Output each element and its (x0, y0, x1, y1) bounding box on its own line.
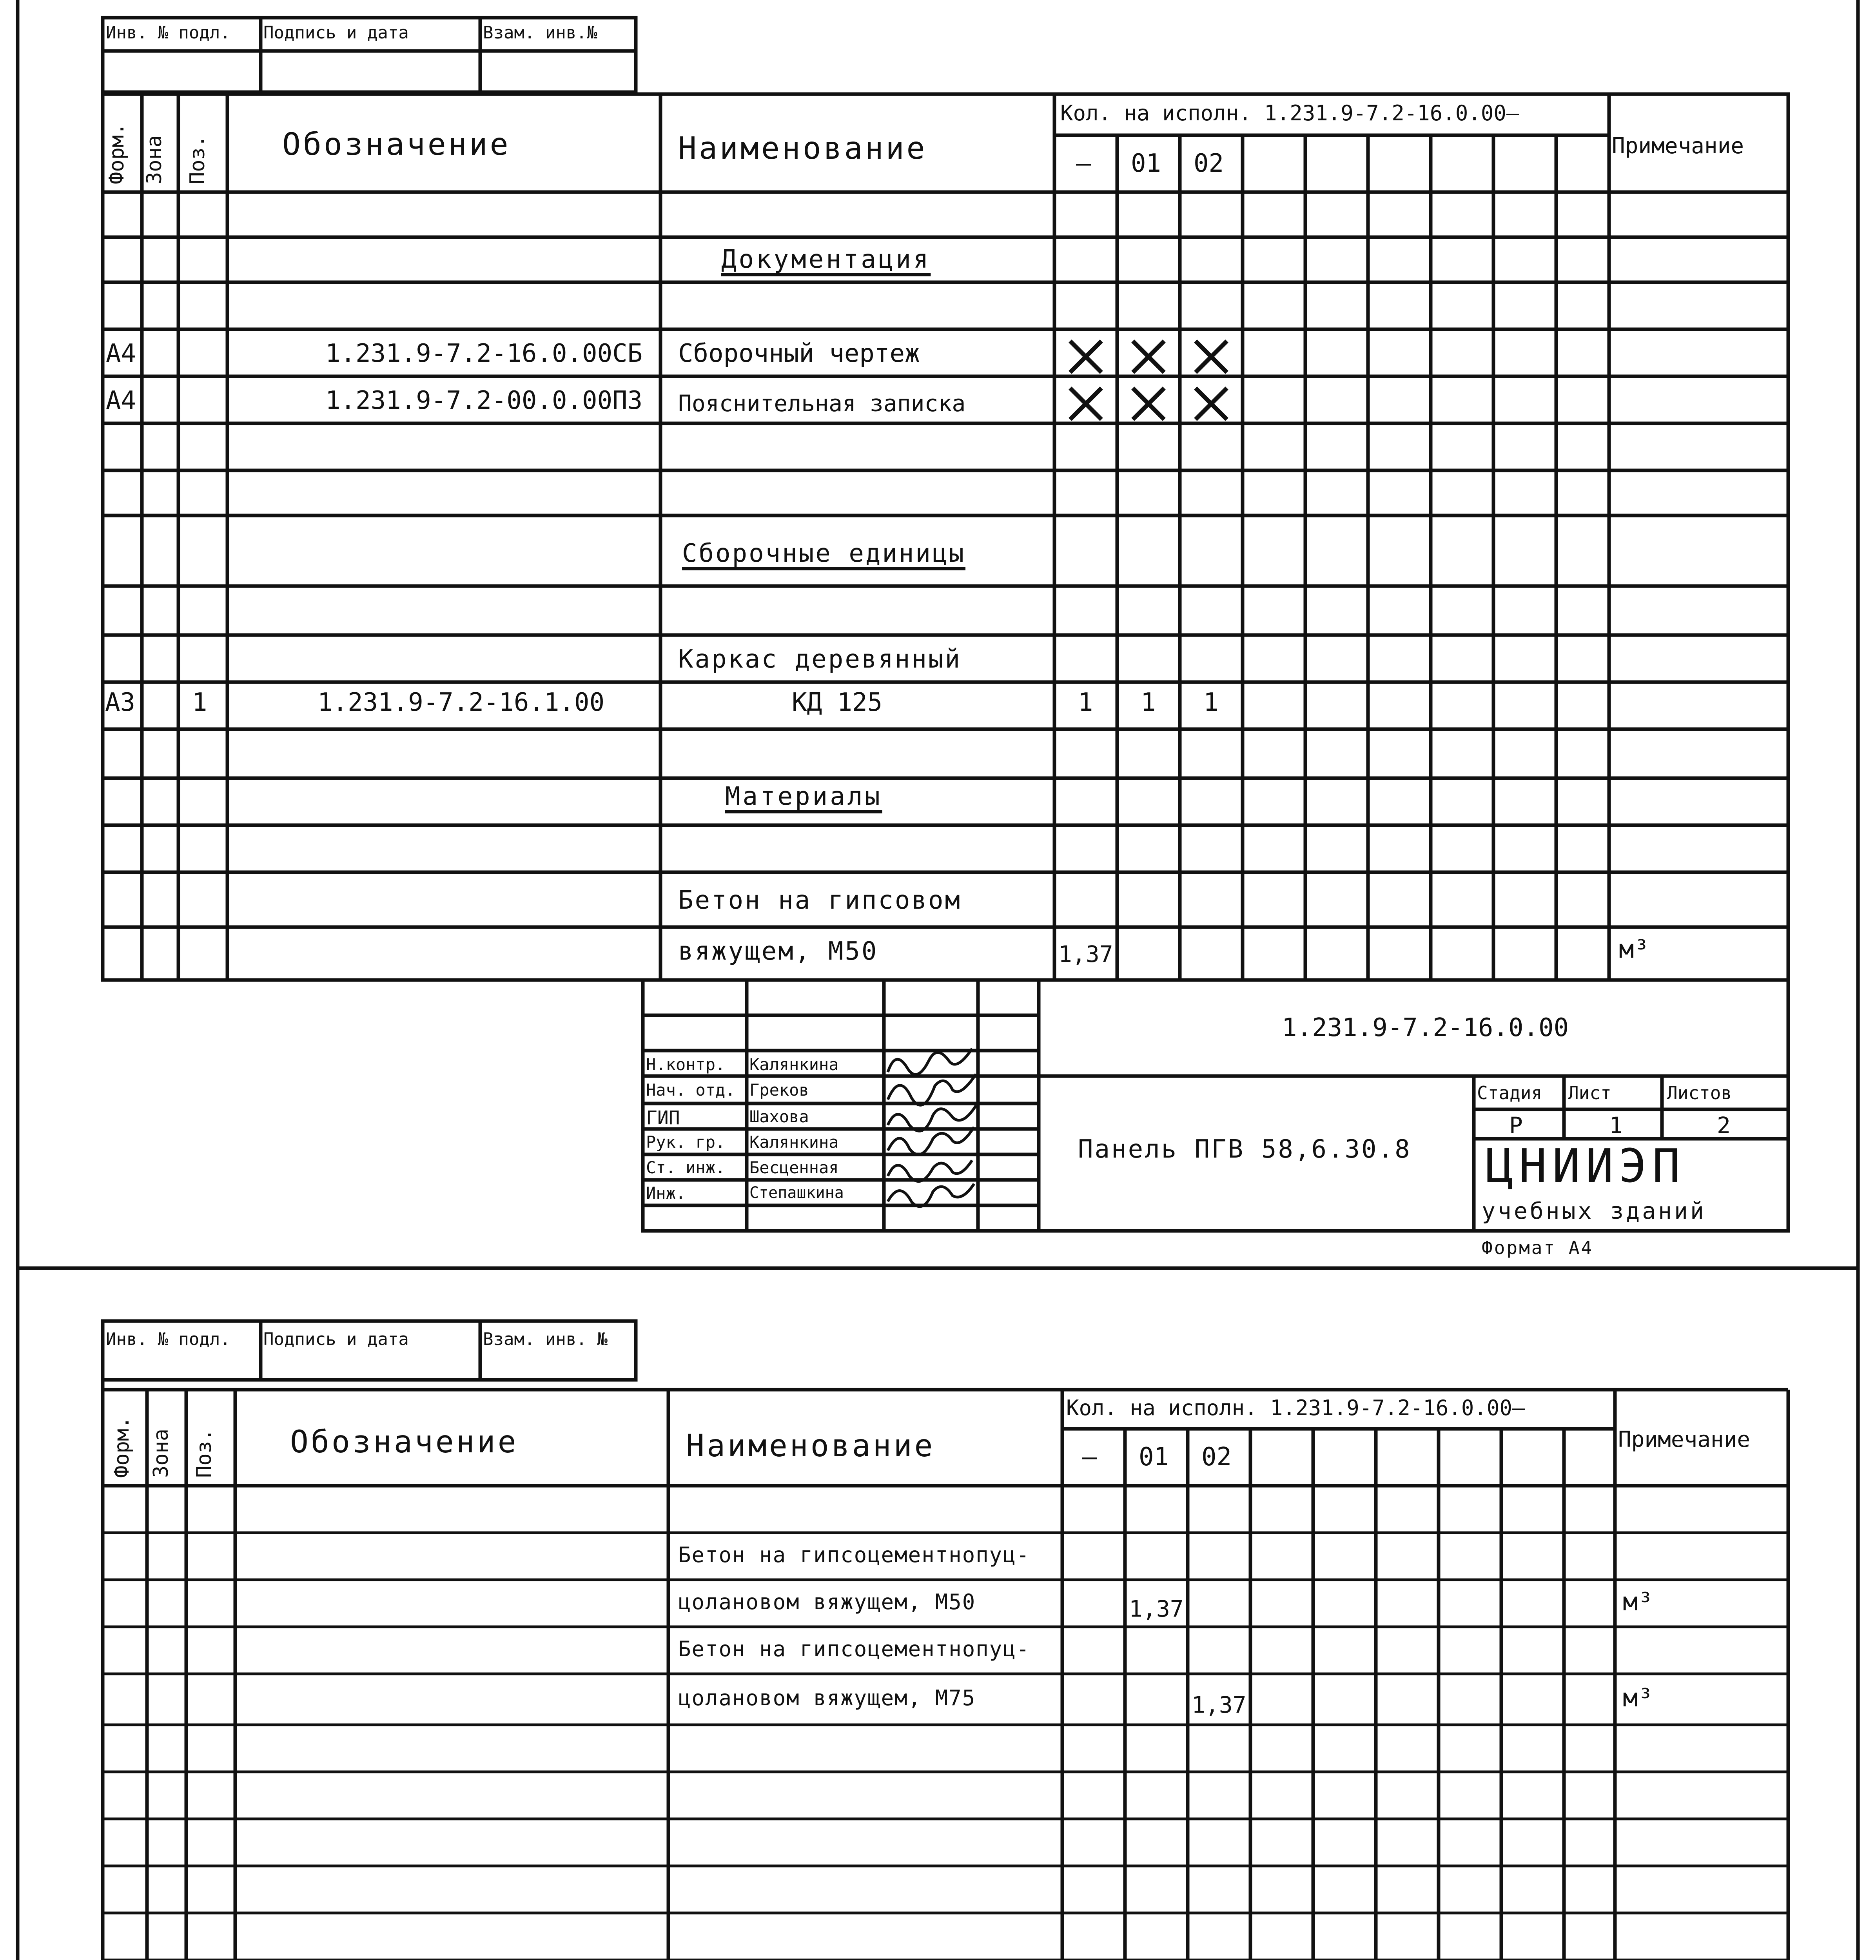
row-designation: 1.231.9-7.2-16.0.00СБ (325, 339, 643, 368)
person-role: Нач. отд. (646, 1080, 735, 1100)
person-role: Ст. инж. (646, 1158, 726, 1177)
person-role: Инж. (646, 1183, 686, 1203)
row-format: А4 (106, 339, 136, 368)
qty-title: Кол. на исполн. 1.231.9-7.2-16.0.00– (1066, 1396, 1525, 1420)
title-org-sub: учебных зданий (1482, 1198, 1706, 1224)
row-qty-02: 1 (1203, 688, 1219, 717)
col-zone-header: Зона (149, 1428, 173, 1478)
row-qty-01: 1 (1141, 688, 1156, 717)
title-stage: Р (1509, 1112, 1523, 1139)
title-doc-code: 1.231.9-7.2-16.0.00 (1282, 1013, 1569, 1042)
row-name: КД 125 (792, 688, 883, 717)
stamp-sign-label: Подпись и дата (263, 1329, 409, 1349)
row-name: Бетон на гипсовом (678, 886, 962, 915)
title-product: Панель ПГВ 58,6.30.8 (1078, 1135, 1412, 1164)
qty-title: Кол. на исполн. 1.231.9-7.2-16.0.00– (1060, 101, 1519, 125)
person-name: Греков (749, 1080, 809, 1100)
stamp-replace-label: Взам. инв. № (483, 1329, 608, 1349)
qty-col-02: 02 (1201, 1443, 1232, 1472)
section-materials: Материалы (725, 782, 882, 811)
person-name: Калянкина (749, 1055, 839, 1074)
row-qty-02: 1,37 (1192, 1691, 1246, 1718)
col-format-header: Форм. (110, 1416, 134, 1478)
col-note-header: Примечание (1612, 133, 1744, 159)
col-designation-header: Обозначение (282, 127, 511, 162)
stamp-inv-label: Инв. № подл. (106, 23, 230, 43)
qty-col-01: 01 (1139, 1443, 1169, 1472)
section-assembly-units: Сборочные единицы (682, 539, 966, 568)
row-name: Бетон на гипсоцементнопуц- (678, 1543, 1030, 1567)
person-role: Рук. гр. (646, 1132, 726, 1152)
col-name-header: Наименование (678, 131, 927, 166)
stamp-sign-label: Подпись и дата (263, 23, 409, 43)
col-name-header: Наименование (686, 1428, 935, 1464)
stamp-replace-label: Взам. инв.№ (483, 23, 597, 43)
row-note: м³ (1623, 1684, 1653, 1713)
section-documentation: Документация (721, 245, 931, 274)
person-role: ГИП (646, 1107, 680, 1129)
person-name: Бесценная (749, 1158, 839, 1177)
row-designation: 1.231.9-7.2-00.0.00ПЗ (325, 386, 643, 415)
title-sheets-label: Листов (1667, 1082, 1732, 1103)
row-name: Сборочный чертеж (678, 339, 920, 368)
title-sheet-label: Лист (1568, 1082, 1611, 1103)
title-stage-label: Стадия (1477, 1082, 1542, 1103)
row-name: Каркас деревянный (678, 645, 962, 674)
col-note-header: Примечание (1618, 1427, 1751, 1452)
qty-col-base: — (1076, 149, 1091, 178)
person-name: Степашкина (749, 1184, 844, 1202)
person-name: Шахова (749, 1107, 809, 1126)
title-org: ЦНИИЭП (1486, 1139, 1686, 1193)
row-qty-01: 1,37 (1129, 1595, 1184, 1622)
row-name: цолановом вяжущем, М75 (678, 1686, 976, 1710)
person-name: Калянкина (749, 1132, 839, 1152)
qty-col-01: 01 (1131, 149, 1161, 178)
title-sheet: 1 (1609, 1112, 1623, 1139)
col-pos-header: Поз. (192, 1428, 216, 1478)
col-zone-header: Зона (143, 135, 166, 184)
row-format: А3 (105, 688, 136, 717)
row-name: цолановом вяжущем, М50 (678, 1590, 976, 1614)
row-designation: 1.231.9-7.2-16.1.00 (318, 688, 605, 717)
person-role: Н.контр. (646, 1055, 726, 1074)
row-name: Бетон на гипсоцементнопуц- (678, 1637, 1030, 1661)
row-qty-base: 1 (1078, 688, 1093, 717)
row-qty-base: 1,37 (1058, 941, 1113, 967)
row-note: м³ (1623, 1588, 1653, 1617)
row-name: вяжущем, М50 (678, 937, 878, 966)
qty-col-02: 02 (1194, 149, 1224, 178)
title-format: Формат А4 (1482, 1237, 1594, 1258)
row-pos: 1 (192, 688, 207, 717)
row-name: Пояснительная записка (678, 390, 966, 417)
col-designation-header: Обозначение (290, 1425, 519, 1460)
row-format: А4 (106, 386, 136, 415)
title-sheets: 2 (1717, 1112, 1731, 1139)
row-note: м³ (1619, 935, 1649, 964)
col-format-header: Форм. (105, 123, 129, 184)
col-pos-header: Поз. (186, 135, 209, 184)
stamp-inv-label: Инв. № подл. (106, 1329, 230, 1349)
qty-col-base: — (1082, 1443, 1097, 1472)
